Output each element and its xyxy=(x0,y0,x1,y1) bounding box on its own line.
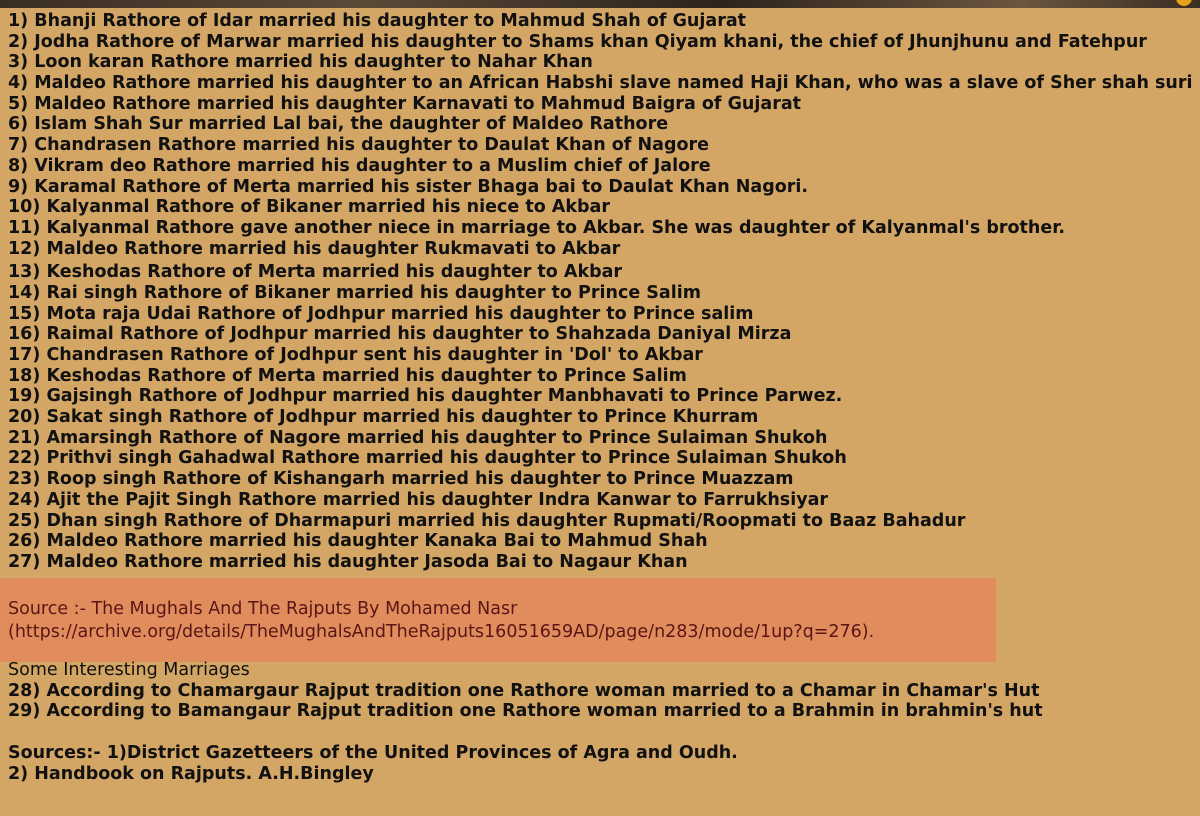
list-item: 2) Jodha Rathore of Marwar married his daughter to Shams khan Qiyam khani, the chief of Jhunjhunu and Fatehpur xyxy=(8,31,1147,52)
list-item: 9) Karamal Rathore of Merta married his sister Bhaga bai to Daulat Khan Nagori. xyxy=(8,176,809,197)
section-heading: Some Interesting Marriages xyxy=(8,660,250,680)
list-item: 1) Bhanji Rathore of Idar married his daughter to Mahmud Shah of Gujarat xyxy=(8,11,746,31)
list-item: 22) Prithvi singh Gahadwal Rathore married his daughter to Prince Sulaiman Shukoh xyxy=(8,448,847,469)
list-item: 16) Raimal Rathore of Jodhpur married his daughter to Shahzada Daniyal Mirza xyxy=(8,324,792,345)
list-item: 3) Loon karan Rathore married his daughter to Nahar Khan xyxy=(8,52,593,73)
list-item: 12) Maldeo Rathore married his daughter Rukmavati to Akbar xyxy=(8,238,621,259)
sources-line: 2) Handbook on Rajputs. A.H.Bingley xyxy=(8,763,374,784)
list-item: 6) Islam Shah Sur married Lal bai, the daughter of Maldeo Rathore xyxy=(8,114,669,135)
list-item: 25) Dhan singh Rathore of Dharmapuri married his daughter Rupmati/Roopmati to Baaz Bahadur xyxy=(8,510,966,531)
source-url: (https://archive.org/details/TheMughalsAndTheRajputs16051659AD/page/n283/mode/1up?q=276). xyxy=(8,622,875,642)
list-item: 13) Keshodas Rathore of Merta married his daughter to Akbar xyxy=(8,262,623,283)
list-item: 20) Sakat singh Rathore of Jodhpur married his daughter to Prince Khurram xyxy=(8,407,759,428)
list-item: 28) According to Chamargaur Rajput tradition one Rathore woman married to a Chamar in Chamar's Hut xyxy=(8,680,1040,701)
list-item: 17) Chandrasen Rathore of Jodhpur sent his daughter in 'Dol' to Akbar xyxy=(8,345,703,365)
interesting-marriages xyxy=(8,660,1043,722)
top-image-accent xyxy=(1176,0,1192,6)
list-item: 26) Maldeo Rathore married his daughter Kanaka Bai to Mahmud Shah xyxy=(8,531,708,552)
list-item: 23) Roop singh Rathore of Kishangarh married his daughter to Prince Muazzam xyxy=(8,469,794,490)
list-item: 8) Vikram deo Rathore married his daughter to a Muslim chief of Jalore xyxy=(8,155,711,176)
sources-block xyxy=(8,743,738,784)
sources-line: Sources:- 1)District Gazetteers of the United Provinces of Agra and Oudh. xyxy=(8,743,738,763)
source-line: Source :- The Mughals And The Rajputs By Mohamed Nasr xyxy=(8,599,518,619)
list-item: 7) Chandrasen Rathore married his daughter to Daulat Khan of Nagore xyxy=(8,135,710,156)
list-item: 14) Rai singh Rathore of Bikaner married his daughter to Prince Salim xyxy=(8,282,701,303)
list-item: 4) Maldeo Rathore married his daughter to an African Habshi slave named Haji Khan, who was a slave of Sher shah suri xyxy=(8,73,1193,94)
top-image-strip xyxy=(0,0,1200,8)
list-item: 27) Maldeo Rathore married his daughter Jasoda Bai to Nagaur Khan xyxy=(8,551,688,572)
list-item: 11) Kalyanmal Rathore gave another niece in marriage to Akbar. She was daughter of Kalyanmal's brother. xyxy=(8,217,1066,238)
list-item: 21) Amarsingh Rathore of Nagore married his daughter to Prince Sulaiman Shukoh xyxy=(8,427,828,448)
list-item: 10) Kalyanmal Rathore of Bikaner married his niece to Akbar xyxy=(8,197,610,218)
source-citation xyxy=(8,598,874,644)
list-item: 15) Mota raja Udai Rathore of Jodhpur married his daughter to Prince salim xyxy=(8,303,754,324)
list-item: 29) According to Bamangaur Rajput tradition one Rathore woman married to a Brahmin in brahmin's hut xyxy=(8,701,1043,722)
list-item: 18) Keshodas Rathore of Merta married his daughter to Prince Salim xyxy=(8,365,687,386)
list-item: 19) Gajsingh Rathore of Jodhpur married his daughter Manbhavati to Prince Parwez. xyxy=(8,386,843,407)
list-item: 24) Ajit the Pajit Singh Rathore married his daughter Indra Kanwar to Farrukhsiyar xyxy=(8,489,829,510)
marriage-list xyxy=(8,11,1198,573)
list-item: 5) Maldeo Rathore married his daughter Karnavati to Mahmud Baigra of Gujarat xyxy=(8,93,802,114)
